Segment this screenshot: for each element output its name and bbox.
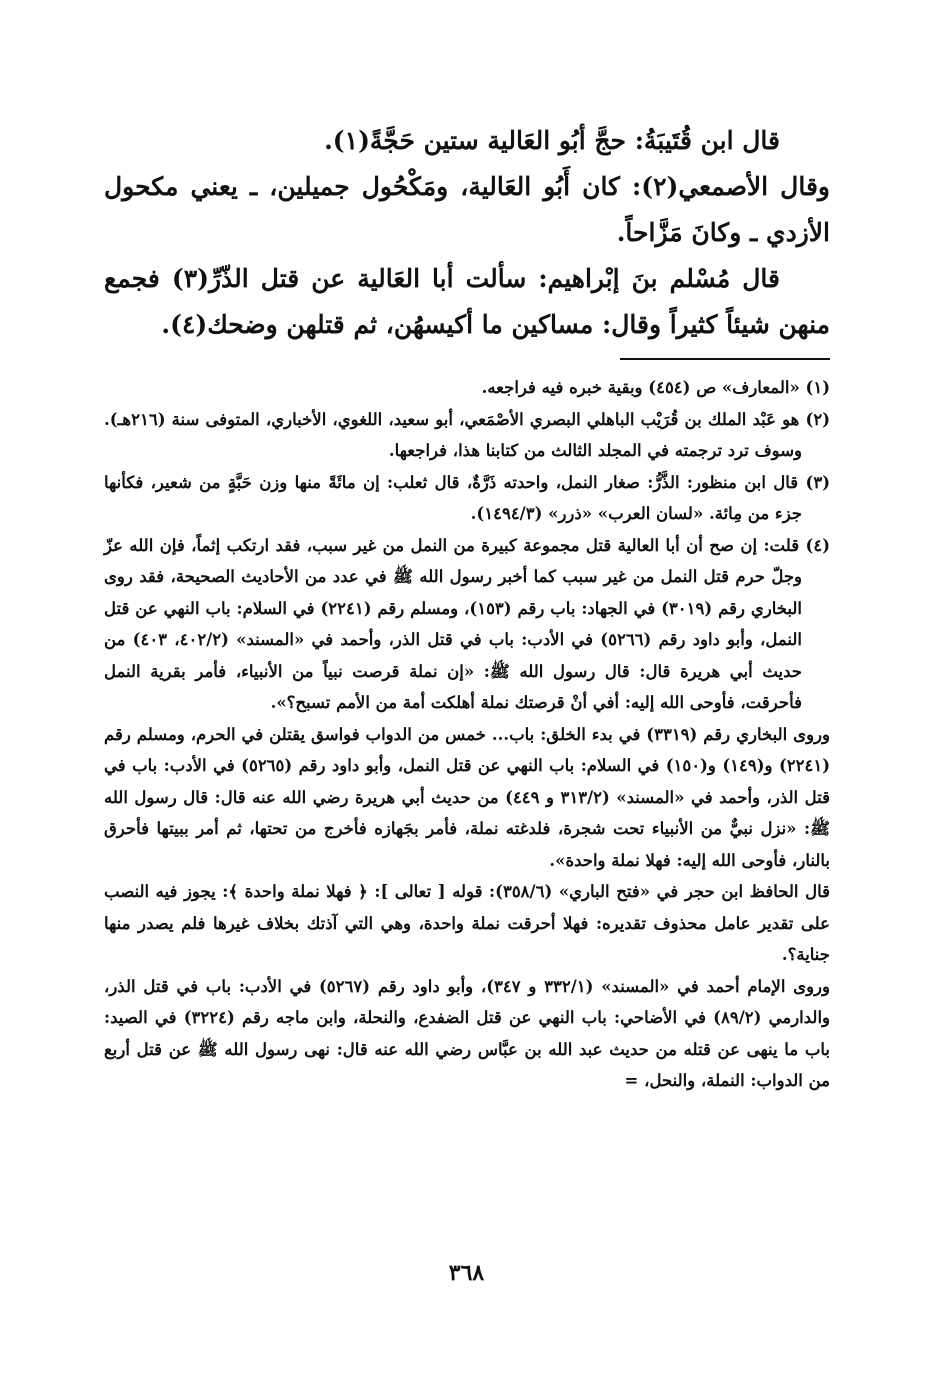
paragraph-muslim: قال مُسْلم بنَ إبْراهيم: سألت أبا العَالية عن قتل الذّرِّ(٣) فجمع منهن شيئاً كثيراً وقال: مساكين ما أكيسهُن، ثم قتلهن وضحك(٤). bbox=[104, 264, 830, 339]
paragraph-asmai: وقال الأصمعي(٢): كان أَبُو العَالية، ومَكْحُول جميلين، ـ يعني مكحول الأزدي ـ وكانَ مَزَّاحاً. bbox=[104, 172, 830, 247]
footnote-4-ahmad: وروى الإمام أحمد في «المسند» (٣٣٢/١ و ٣٤٧)، وأبو داود رقم (٥٢٦٧) في الأدب: باب في قتل الذر، والدارمي (٨٩/٢) في الأضاحي: باب النهي عن قتل الضفدع، والنحلة، وابن ماجه رقم (٣٢٢٤) في الصيد: باب ما ينهى عن قتله من حديث عبد الله بن عبَّاس رضي الله عنه قال: نهى رسول الله ﷺ عن قتل أربع من الدواب: النملة، والنحل، = bbox=[104, 976, 831, 1090]
paragraph-ibn-qutayba: قال ابن قُتَيبَةُ: حجَّ أبُو العَالية ستين حَجَّةً(١). bbox=[324, 126, 780, 155]
footnote-divider bbox=[620, 358, 830, 360]
main-text bbox=[104, 118, 830, 348]
footnote-4-bukhari: وروى البخاري رقم (٣٣١٩) في بدء الخلق: باب... خمس من الدواب فواسق يقتلن في الحرم، ومسلم رقم (٢٢٤١) و(١٤٩) و(١٥٠) في السلام: باب النهي عن قتل النمل، وأبو داود رقم (٥٢٦٥) في الأدب: باب في قتل الذر، وأحمد في «المسند» (٣١٣/٢ و ٤٤٩) من حديث أبي هريرة رضي الله عنه قال: قال رسول الله ﷺ: «نزل نبيٌّ من الأنبياء تحت شجرة، فلدغته نملة، فأمر بجَهازه فأخرج من تحتها، ثم أمر ببيتها فأحرق بالنار، فأوحى الله إليه: فهلا نملة واحدة». bbox=[104, 724, 831, 870]
footnote-3: (٣) قال ابن منظور: الذَّرُّ: صغار النمل، واحدته ذَرَّةٌ، قال ثعلب: إن مائَةً منها وزن حَبَّةٍ من شعير، فكأنها جزء من مِائة. «لسان العرب» «ذرر» (١٤٩٤/٣). bbox=[104, 472, 830, 523]
footnote-2: (٢) هو عَبْد الملك بن قُرَيْب الباهلي البصري الأصْمَعي، أبو سعيد، اللغوي، الأخباري، المتوفى سنة (٢١٦هـ). وسوف ترد ترجمته في المجلد الثالث من كتابنا هذا، فراجعها. bbox=[104, 409, 830, 460]
footnotes bbox=[104, 372, 830, 1097]
page-number: ٣٦٨ bbox=[448, 1260, 485, 1286]
page-body bbox=[104, 118, 830, 1097]
footnote-4: (٤) قلت: إن صح أن أبا العالية قتل مجموعة كبيرة من النمل من غير سبب، فقد ارتكب إثماً، فإن الله عزّ وجلّ حرم قتل النمل من غير سبب كما أخبر رسول الله ﷺ في عدد من الأحاديث الصحيحة، فقد روى البخاري رقم (٣٠١٩) في الجهاد: باب رقم (١٥٣)، ومسلم رقم (٢٢٤١) في السلام: باب النهي عن قتل النمل، وأبو داود رقم (٥٢٦٦) في الأدب: باب في قتل الذر، وأحمد في «المسند» (٤٠٢/٢، ٤٠٣) من حديث أبي هريرة قال: قال رسول الله ﷺ: «إن نملة قرصت نبياً من الأنبياء، فأمر بقرية النمل فأحرقت، فأوحى الله إليه: أفي أنْ قرصتك نملة أهلكت أمة من الأمم تسبح؟». bbox=[104, 535, 830, 712]
footnote-1: (١) «المعارف» ص (٤٥٤) وبقية خبره فيه فراجعه. bbox=[481, 378, 830, 397]
footnote-4-ibn-hajar: قال الحافظ ابن حجر في «فتح الباري» (٣٥٨/٦): قوله [ تعالى ]: ﴿ فهلا نملة واحدة ﴾: يجوز فيه النصب على تقدير عامل محذوف تقديره: فهلا أحرقت نملة واحدة، وهي التي آذتك بخلاف غيرها فلم يصدر منها جناية؟. bbox=[104, 882, 830, 964]
